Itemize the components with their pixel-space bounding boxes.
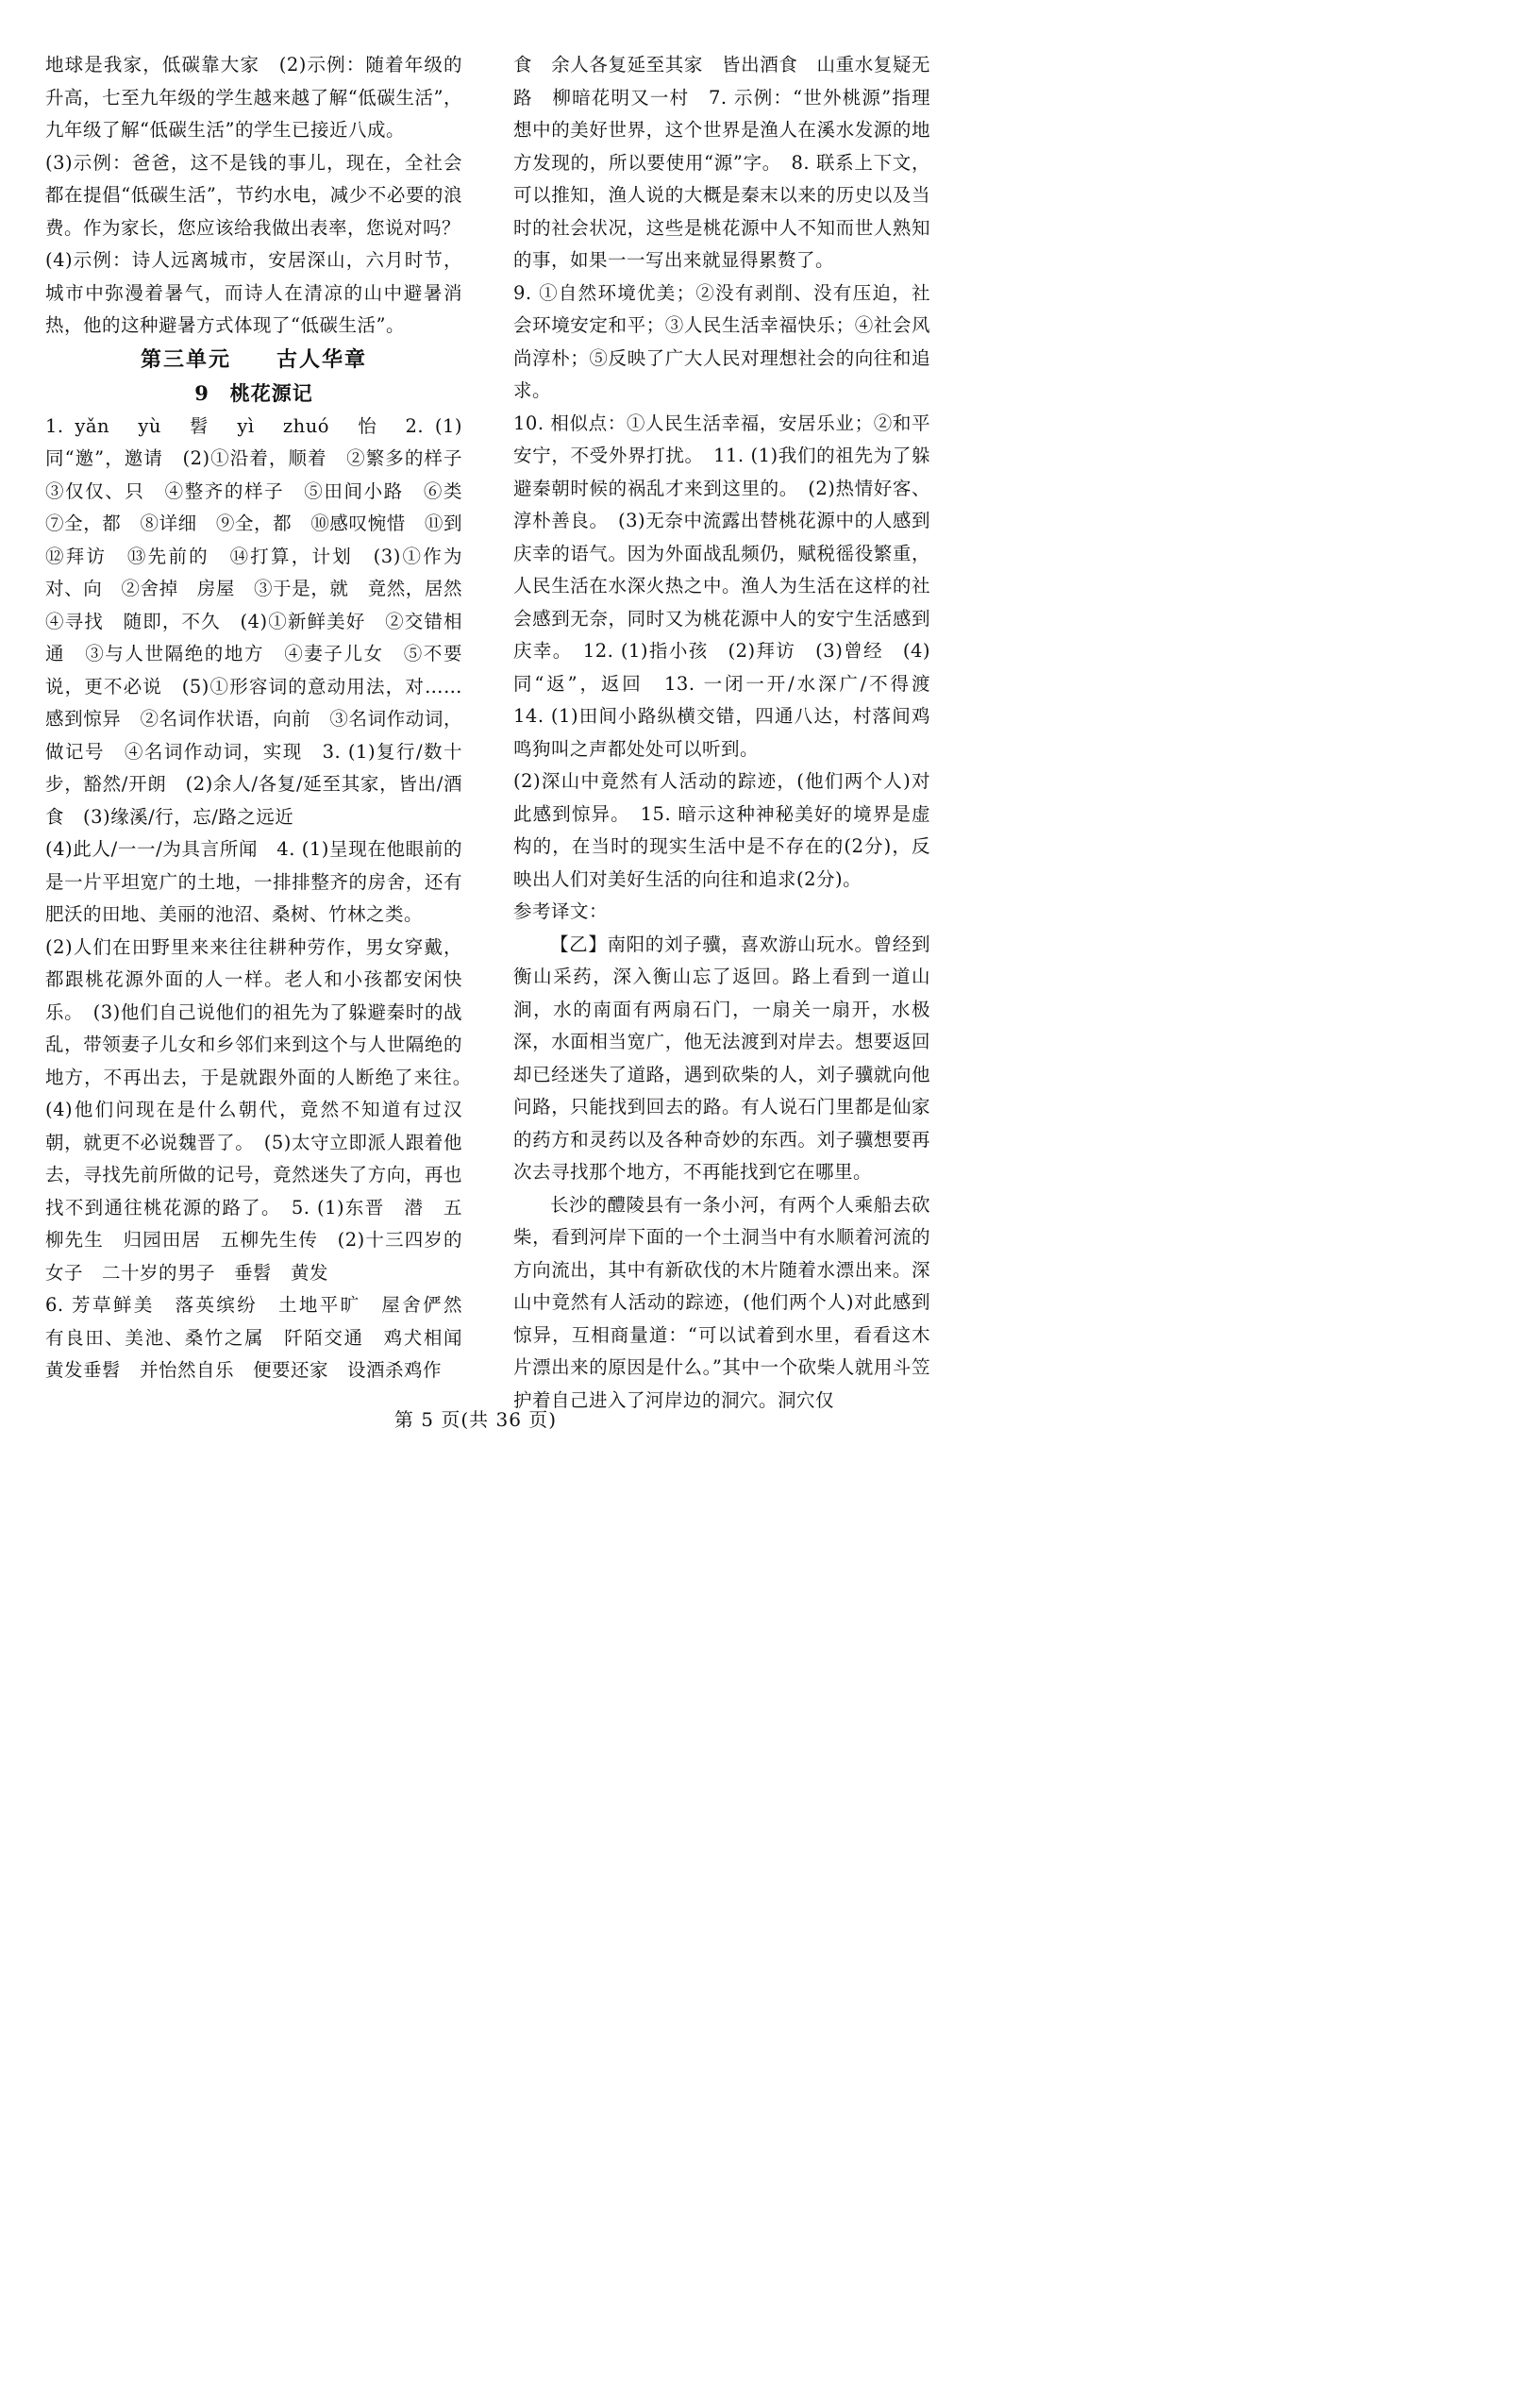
- translation-paragraph-1: 【乙】南阳的刘子骥，喜欢游山玩水。曾经到衡山采药，深入衡山忘了返回。路上看到一道山涧，水的南面有两扇石门，一扇关一扇开，水极深，水面相当宽广，他无法渡到对岸去。想要返回却已经迷失了道路，遇到砍柴的人，刘子骥就向他问路，只能找到回去的路。有人说石门里都是仙家的药方和灵药以及各种奇妙的东西。刘子骥想要再次去寻找那个地方，不再能找到它在哪里。: [513, 933, 930, 1183]
- answer-q4: (4)示例：诗人远离城市，安居深山，六月时节，城市中弥漫着暑气，而诗人在清凉的山中避暑消热，他的这种避暑方式体现了“低碳生活”。: [45, 249, 462, 336]
- answers-block-5: 食 余人各复延至其家 皆出酒食 山重水复疑无路 柳暗花明又一村 7. 示例：“世外桃源”指理想中的美好世界，这个世界是渔人在溪水发源的地方发现的，所以要使用“源”字。 8. 联系上下文，可以推知，渔人说的大概是秦末以来的历史以及当时的社会状况，这些是桃花源中人不知而世人熟知的事，如果一一写出来就显得累赘了。: [513, 54, 930, 271]
- unit-title: 第三单元 古人华章: [140, 346, 367, 372]
- two-column-body: [45, 49, 950, 1411]
- lesson-title: 9 桃花源记: [194, 380, 313, 405]
- answers-block-3: (2)人们在田野里来来往往耕种劳作，男女穿戴，都跟桃花源外面的人一样。老人和小孩都安闲快乐。 (3)他们自己说他们的祖先为了躲避秦时的战乱，带领妻子儿女和乡邻们来到这个与人世隔绝的地方，不再出去，于是就跟外面的人断绝了来往。 (4)他们问现在是什么朝代，竟然不知道有过汉朝，就更不必说魏晋了。 (5)太守立即派人跟着他去，寻找先前所做的记号，竟然迷失了方向，再也找不到通往桃花源的路了。 5. (1)东晋 潜 五柳先生 归园田居 五柳先生传 (2)十三四岁的女子 二十岁的男子 垂髫 黄发: [45, 935, 482, 1284]
- reference-translation-label: 参考译文：: [513, 900, 609, 922]
- intro-answer: 地球是我家，低碳靠大家 (2)示例：随着年级的升高，七至九年级的学生越来越了解“低碳生活”，九年级了解“低碳生活”的学生已接近八成。: [45, 54, 462, 141]
- answer-q3: (3)示例：爸爸，这不是钱的事儿，现在，全社会都在提倡“低碳生活”，节约水电，减少不必要的浪费。作为家长，您应该给我做出表率，您说对吗？: [45, 151, 462, 239]
- page-footer: 第 5 页(共 36 页): [393, 1408, 558, 1431]
- answer-page: [0, 0, 951, 1487]
- answers-block-1: 1. yǎn yù 髫 yì zhuó 怡 2. (1)同“邀”，邀请 (2)①沿着，顺着 ②繁多的样子 ③仅仅、只 ④整齐的样子 ⑤田间小路 ⑥类 ⑦全，都 ⑧详细 ⑨全，都 ⑩感叹惋惜 ⑪到 ⑫拜访 ⑬先前的 ⑭打算，计划 (3)①作为对、向 ②舍掉 房屋 ③于是，就 竟然，居然 ④寻找 随即，不久 (4)①新鲜美好 ②交错相通 ③与人世隔绝的地方 ④妻子儿女 ⑤不要说，更不必说 (5)①形容词的意动用法，对……感到惊异 ②名词作状语，向前 ③名词作动词，做记号 ④名词作动词，实现 3. (1)复行/数十步，豁然/开朗 (2)余人/各复/延至其家，皆出/酒食 (3)缘溪/行，忘/路之远近: [45, 414, 482, 828]
- right-column: [513, 49, 950, 1411]
- answers-block-8: (2)深山中竟然有人活动的踪迹，(他们两个人)对此感到惊异。 15. 暗示这种神秘美好的境界是虚构的，在当时的现实生活中是不存在的(2分)，反映出人们对美好生活的向往和追求(2分)。: [513, 770, 930, 890]
- answers-block-7: 10. 相似点：①人民生活幸福，安居乐业；②和平安宁，不受外界打扰。 11. (1)我们的祖先为了躲避秦朝时候的祸乱才来到这里的。 (2)热情好客、淳朴善良。 (3)无奈中流露出替桃花源中的人感到庆幸的语气。因为外面战乱频仍，赋税徭役繁重，人民生活在水深火热之中。渔人为生活在这样的社会感到无奈，同时又为桃花源中人的安宁生活感到庆幸。 12. (1)指小孩 (2)拜访 (3)曾经 (4)同“返”，返回 13. 一闭一开/水深广/不得渡 14. (1)田间小路纵横交错，四通八达，村落间鸡鸣狗叫之声都处处可以听到。: [513, 412, 950, 760]
- left-column: [45, 49, 482, 1404]
- answers-block-2: (4)此人/一一/为具言所闻 4. (1)呈现在他眼前的是一片平坦宽广的土地，一排排整齐的房舍，还有肥沃的田地、美丽的池沼、桑树、竹林之类。: [45, 838, 462, 925]
- answers-block-4: 6. 芳草鲜美 落英缤纷 土地平旷 屋舍俨然 有良田、美池、桑竹之属 阡陌交通 鸡犬相闻 黄发垂髫 并怡然自乐 便要还家 设酒杀鸡作: [45, 1294, 482, 1381]
- translation-paragraph-2: 长沙的醴陵县有一条小河，有两个人乘船去砍柴，看到河岸下面的一个土洞当中有水顺着河流的方向流出，其中有新砍伐的木片随着水漂出来。深山中竟然有人活动的踪迹，(他们两个人)对此感到惊异，互相商量道：“可以试着到水里，看看这木片漂出来的原因是什么。”其中一个砍柴人就用斗笠护着自己进入了河岸边的洞穴。洞穴仅: [513, 1193, 930, 1411]
- answers-block-6: 9. ①自然环境优美；②没有剥削、没有压迫，社会环境安定和平；③人民生活幸福快乐；④社会风尚淳朴；⑤反映了广大人民对理想社会的向往和追求。: [513, 281, 930, 401]
